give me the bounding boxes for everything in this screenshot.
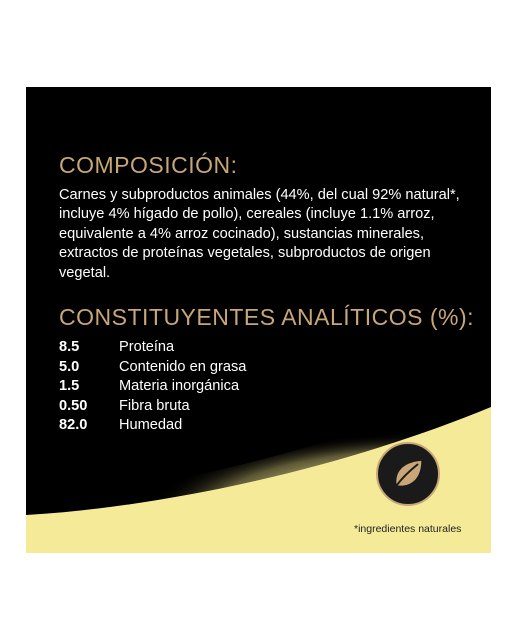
analytics-label: Proteína [119, 339, 175, 355]
analytics-value: 8.5 [59, 339, 80, 355]
composition-title: COMPOSICIÓN: [59, 152, 238, 178]
analytics-value: 5.0 [59, 358, 80, 375]
analytics-list [59, 338, 246, 436]
natural-ingredients-badge [376, 442, 440, 506]
analytics-value: 0.50 [59, 397, 88, 414]
analytics-label: Materia inorgánica [119, 378, 240, 395]
analytics-value: 1.5 [59, 378, 80, 395]
analytics-label: Fibra bruta [119, 397, 190, 414]
analytics-row [59, 338, 246, 358]
analytics-label: Humedad [119, 417, 183, 434]
analytics-label: Contenido en grasa [119, 358, 247, 375]
analytics-row [59, 377, 246, 397]
analytics-value: 82.0 [59, 417, 88, 434]
info-panel [26, 87, 491, 553]
analytics-title: CONSTITUYENTES ANALÍTICOS (%): [59, 304, 474, 330]
footnote: *ingredientes naturales [354, 523, 462, 535]
composition-text: Carnes y subproductos animales (44%, del cual 92% natural*, incluye 4% hígado de pollo), cereales (incluye 1.1% arroz, equivalente a 4% arroz cocinado), sustancias minerales, extractos de proteínas vegetales, subproductos de origen vegetal. [59, 187, 460, 281]
analytics-row [59, 416, 246, 436]
analytics-row [59, 397, 246, 417]
analytics-row [59, 358, 246, 378]
leaf-icon [389, 455, 427, 493]
